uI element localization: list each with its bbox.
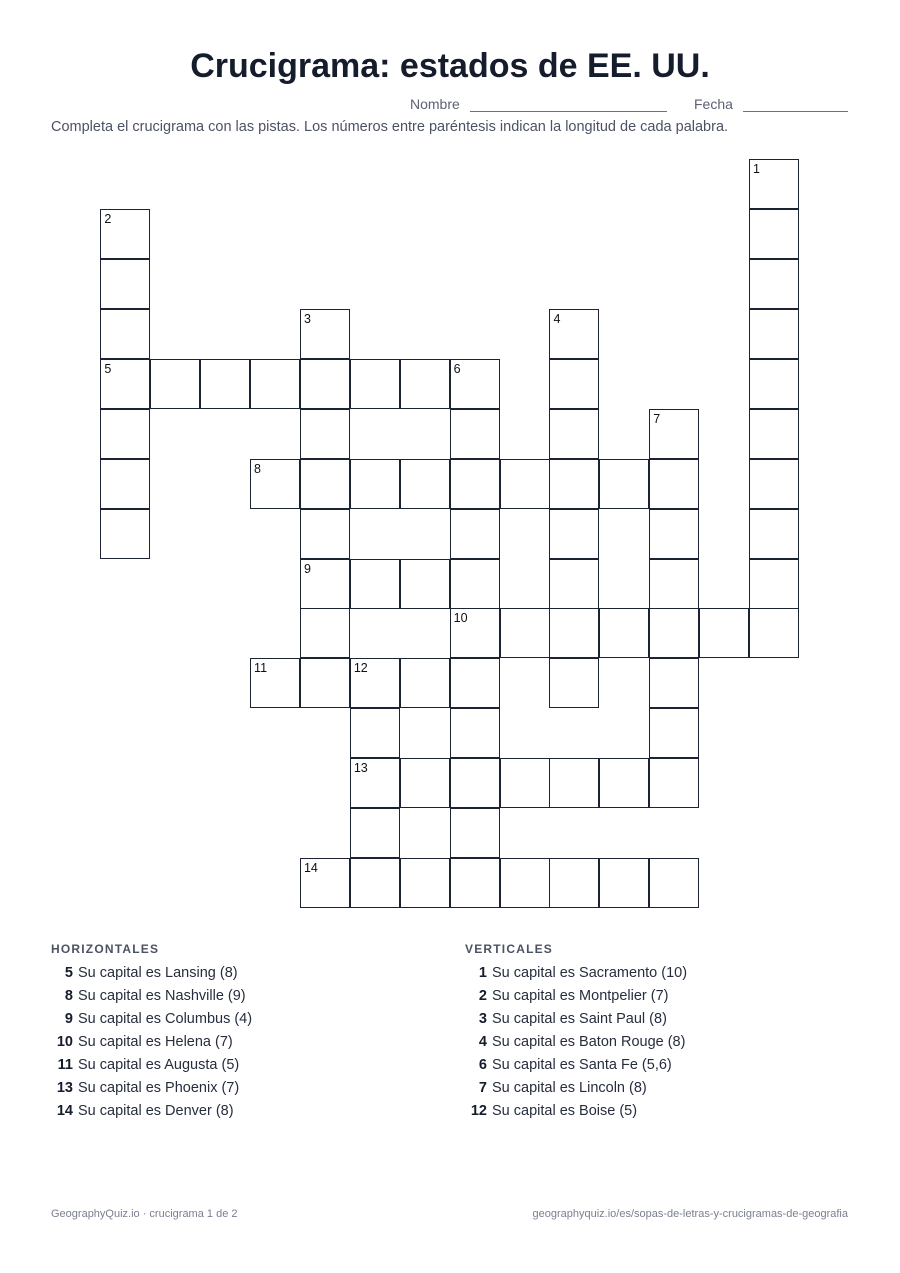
crossword-cell[interactable]	[100, 209, 150, 259]
crossword-cell[interactable]	[450, 359, 500, 409]
crossword-cell[interactable]	[749, 159, 799, 209]
crossword-cell[interactable]	[749, 409, 799, 459]
crossword-cell[interactable]	[649, 608, 699, 658]
crossword-cell[interactable]	[649, 459, 699, 509]
crossword-cell[interactable]	[400, 359, 450, 409]
clue-text: Su capital es Saint Paul (8)	[492, 1011, 667, 1027]
down-heading: VERTICALES	[465, 942, 554, 956]
down-clue	[465, 963, 687, 986]
clue-number: 4	[553, 312, 561, 327]
crossword-cell[interactable]	[749, 459, 799, 509]
across-clue	[51, 1101, 252, 1124]
crossword-cell[interactable]	[100, 509, 150, 559]
clue-text: Su capital es Columbus (4)	[78, 1011, 253, 1027]
crossword-cell[interactable]	[150, 359, 200, 409]
clue-text: Su capital es Nashville (9)	[78, 988, 246, 1004]
clue-number: 12	[353, 661, 368, 676]
crossword-cell[interactable]	[699, 608, 749, 658]
crossword-cell[interactable]	[450, 808, 500, 858]
crossword-cell[interactable]	[300, 608, 350, 658]
crossword-cell[interactable]	[749, 259, 799, 309]
clue-number: 5	[104, 361, 112, 376]
crossword-cell[interactable]	[100, 459, 150, 509]
clue-number: 7	[653, 411, 661, 426]
crossword-cell[interactable]	[300, 459, 350, 509]
crossword-cell[interactable]	[300, 658, 350, 708]
instructions: Completa el crucigrama con las pistas. Los números entre paréntesis indican la longitud de cada palabra.	[51, 119, 729, 135]
crossword-cell[interactable]	[649, 658, 699, 708]
clue-number: 13	[353, 761, 368, 776]
down-clue	[465, 1032, 687, 1055]
clue-number: 4	[478, 1034, 487, 1050]
crossword-cell[interactable]	[649, 708, 699, 758]
crossword-cell[interactable]	[250, 459, 300, 509]
crossword-cell[interactable]	[599, 608, 649, 658]
clue-number: 14	[303, 860, 318, 875]
crossword-cell[interactable]	[300, 359, 350, 409]
crossword-cell[interactable]	[400, 559, 450, 609]
crossword-cell[interactable]	[250, 359, 300, 409]
crossword-cell[interactable]	[100, 409, 150, 459]
date-label: Fecha	[694, 96, 733, 112]
clue-number: 2	[478, 988, 487, 1004]
down-clue	[465, 1101, 687, 1124]
crossword-cell[interactable]	[450, 459, 500, 509]
clue-number: 1	[753, 162, 760, 177]
crossword-cell[interactable]	[549, 309, 599, 359]
crossword-cell[interactable]	[749, 608, 799, 658]
crossword-cell[interactable]	[350, 808, 400, 858]
clue-text: Su capital es Denver (8)	[78, 1103, 234, 1119]
crossword-cell[interactable]	[549, 858, 599, 908]
clue-text: Su capital es Helena (7)	[78, 1034, 233, 1050]
clue-text: Su capital es Sacramento (10)	[492, 965, 688, 981]
clue-number: 6	[453, 361, 461, 376]
crossword-cell[interactable]	[549, 758, 599, 808]
clue-text: Su capital es Baton Rouge (8)	[492, 1034, 686, 1050]
crossword-cell[interactable]	[450, 509, 500, 559]
crossword-cell[interactable]	[100, 259, 150, 309]
clue-number: 5	[64, 965, 73, 981]
crossword-cell[interactable]	[400, 459, 450, 509]
crossword-cell[interactable]	[400, 858, 450, 908]
across-clue	[51, 986, 252, 1009]
clue-number: 2	[104, 212, 112, 227]
clue-number: 14	[56, 1103, 73, 1119]
crossword-cell[interactable]	[599, 858, 649, 908]
crossword-cell[interactable]	[749, 209, 799, 259]
crossword-cell[interactable]	[749, 559, 799, 609]
across-clue	[51, 1055, 252, 1078]
crossword-cell[interactable]	[549, 559, 599, 609]
crossword-cell[interactable]	[400, 658, 450, 708]
clue-number: 9	[303, 561, 311, 576]
clue-number: 8	[64, 988, 73, 1004]
page-title: Crucigrama: estados de EE. UU.	[190, 47, 710, 85]
clue-number: 11	[57, 1057, 73, 1073]
clue-number: 8	[254, 461, 261, 476]
clue-number: 7	[478, 1080, 487, 1096]
crossword-cell[interactable]	[649, 409, 699, 459]
crossword-cell[interactable]	[350, 708, 400, 758]
crossword-cell[interactable]	[749, 509, 799, 559]
name-label: Nombre	[410, 96, 460, 112]
crossword-cell[interactable]	[450, 708, 500, 758]
crossword-cell[interactable]	[749, 359, 799, 409]
crossword-cell[interactable]	[450, 658, 500, 708]
down-clue	[465, 1009, 687, 1032]
crossword-cell[interactable]	[649, 858, 699, 908]
clue-text: Su capital es Montpelier (7)	[492, 988, 669, 1004]
crossword-cell[interactable]	[350, 559, 400, 609]
crossword-cell[interactable]	[549, 409, 599, 459]
clue-number: 13	[56, 1080, 73, 1096]
crossword-cell[interactable]	[300, 509, 350, 559]
clue-text: Su capital es Santa Fe (5,6)	[492, 1057, 672, 1073]
clue-text: Su capital es Boise (5)	[492, 1103, 638, 1119]
crossword-cell[interactable]	[500, 608, 550, 658]
crossword-cell[interactable]	[500, 858, 550, 908]
clue-number: 12	[470, 1103, 487, 1119]
crossword-cell[interactable]	[599, 459, 649, 509]
crossword-cell[interactable]	[649, 758, 699, 808]
down-clue	[465, 1055, 687, 1078]
clue-number: 3	[478, 1011, 487, 1027]
crossword-cell[interactable]	[549, 658, 599, 708]
across-heading: HORIZONTALES	[51, 942, 160, 956]
crossword-cell[interactable]	[500, 758, 550, 808]
crossword-cell[interactable]	[450, 559, 500, 609]
down-clue-list	[465, 963, 687, 1124]
clue-text: Su capital es Lansing (8)	[78, 965, 238, 981]
crossword-cell[interactable]	[549, 509, 599, 559]
crossword-cell[interactable]	[300, 858, 350, 908]
crossword-cell[interactable]	[350, 459, 400, 509]
crossword-cell[interactable]	[749, 309, 799, 359]
crossword-cell[interactable]	[450, 608, 500, 658]
crossword-cell[interactable]	[350, 858, 400, 908]
crossword-cell[interactable]	[300, 309, 350, 359]
down-clue	[465, 1078, 687, 1101]
crossword-cell[interactable]	[549, 608, 599, 658]
crossword-cell[interactable]	[450, 758, 500, 808]
across-clue	[51, 1078, 252, 1101]
clue-number: 10	[453, 611, 468, 626]
clue-number: 9	[64, 1011, 73, 1027]
crossword-cell[interactable]	[649, 509, 699, 559]
crossword-cell[interactable]	[300, 559, 350, 609]
crossword-cell[interactable]	[400, 758, 450, 808]
across-clue-list	[51, 963, 252, 1124]
across-clue	[51, 1032, 252, 1055]
crossword-cell[interactable]	[549, 359, 599, 409]
footer-right: geographyquiz.io/es/sopas-de-letras-y-crucigramas-de-geografia	[532, 1208, 848, 1220]
clue-number: 11	[254, 661, 268, 676]
clue-text: Su capital es Phoenix (7)	[78, 1080, 240, 1096]
crossword-cell[interactable]	[100, 309, 150, 359]
crossword-cell[interactable]	[100, 359, 150, 409]
crossword-cell[interactable]	[350, 359, 400, 409]
clue-number: 6	[478, 1057, 487, 1073]
across-clue	[51, 963, 252, 986]
crossword-cell[interactable]	[450, 409, 500, 459]
down-clue	[465, 986, 687, 1009]
footer-left: GeographyQuiz.io · crucigrama 1 de 2	[51, 1208, 238, 1220]
crossword-cell[interactable]	[450, 858, 500, 908]
crossword-cell[interactable]	[549, 459, 599, 509]
crossword-cell[interactable]	[500, 459, 550, 509]
clue-text: Su capital es Lincoln (8)	[492, 1080, 647, 1096]
crossword-cell[interactable]	[350, 758, 400, 808]
crossword-cell[interactable]	[350, 658, 400, 708]
clue-text: Su capital es Augusta (5)	[78, 1057, 240, 1073]
clue-number: 10	[56, 1034, 73, 1050]
clue-number: 1	[478, 965, 487, 981]
crossword-cell[interactable]	[599, 758, 649, 808]
clue-number: 3	[303, 312, 311, 327]
crossword-cell[interactable]	[200, 359, 250, 409]
crossword-cell[interactable]	[300, 409, 350, 459]
crossword-cell[interactable]	[250, 658, 300, 708]
across-clue	[51, 1009, 252, 1032]
crossword-cell[interactable]	[649, 559, 699, 609]
